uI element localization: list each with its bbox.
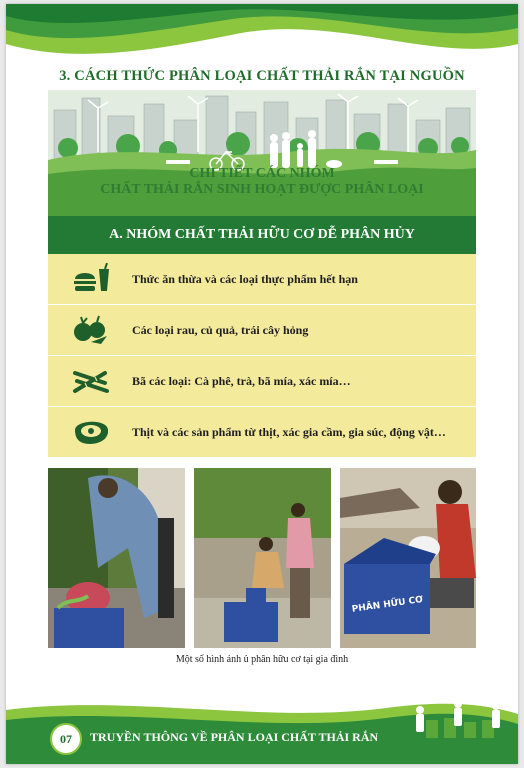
fast-food-icon xyxy=(70,262,112,296)
photo-caption: Một số hình ảnh ủ phân hữu cơ tại gia đình xyxy=(175,654,349,665)
meat-icon xyxy=(70,415,112,449)
section-heading: 3. CÁCH THỨC PHÂN LOẠI CHẤT THẢI RẮN TẠI NGUỒN xyxy=(59,68,465,84)
banner-title-line1: CHI TIẾT CÁC NHÓM xyxy=(189,166,335,181)
group-header: A. NHÓM CHẤT THẢI HỮU CƠ DỄ PHÂN HỦY xyxy=(48,216,476,254)
vegetables-icon xyxy=(70,313,112,347)
list-item xyxy=(48,305,476,356)
recycling-people-illustration xyxy=(406,694,506,744)
top-wave-decoration xyxy=(6,4,518,74)
sugarcane-icon xyxy=(70,364,112,398)
list-item xyxy=(48,254,476,305)
photo-composting-3 xyxy=(340,468,476,648)
bin-label: PHÂN HỮU CƠ xyxy=(351,594,424,615)
page-number-badge: 07 xyxy=(50,723,82,755)
banner-illustration xyxy=(48,90,476,218)
photo-composting-2 xyxy=(194,468,331,648)
list-item-text: Thức ăn thừa và các loại thực phẩm hết hạn xyxy=(132,271,358,286)
photo-strip xyxy=(48,468,476,648)
photo-composting-1 xyxy=(48,468,185,648)
document-page xyxy=(6,4,518,764)
footer-title: TRUYỀN THÔNG VỀ PHÂN LOẠI CHẤT THẢI RẮN xyxy=(90,730,379,744)
list-item-text: Bã các loại: Cà phê, trà, bã mía, xác mía… xyxy=(132,373,351,388)
list-item-text: Các loại rau, củ quả, trái cây hỏng xyxy=(132,322,309,337)
list-item xyxy=(48,407,476,457)
list-item xyxy=(48,356,476,407)
waste-item-list xyxy=(48,254,476,457)
banner-title-line2: CHẤT THẢI RẮN SINH HOẠT ĐƯỢC PHÂN LOẠI xyxy=(100,182,424,197)
list-item-text: Thịt và các sản phẩm từ thịt, xác gia cầm, gia súc, động vật… xyxy=(132,424,446,439)
